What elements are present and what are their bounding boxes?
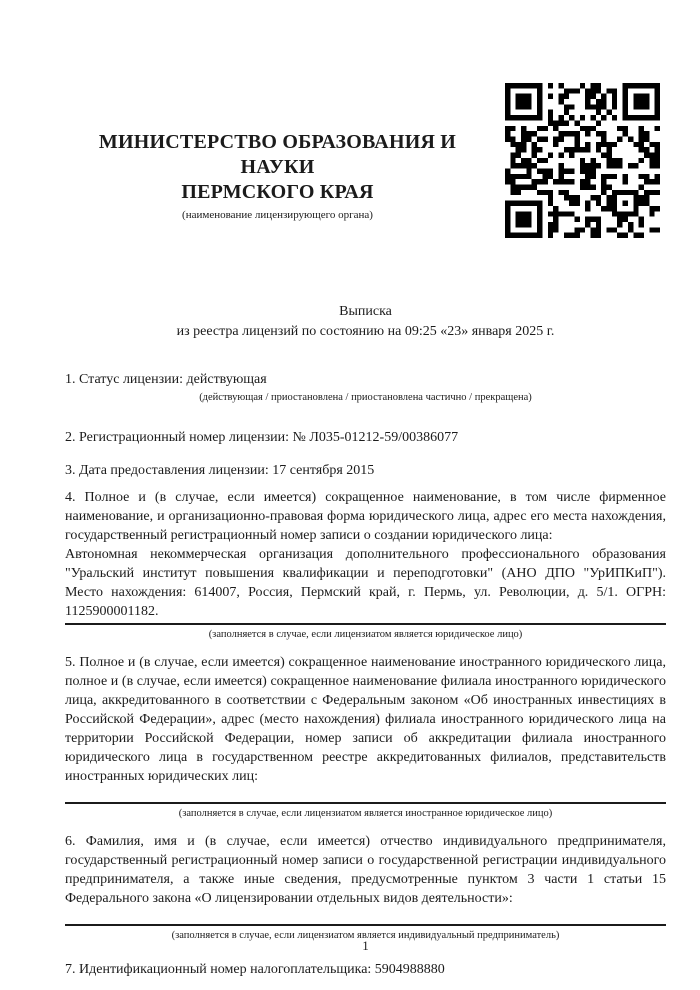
qr-code-icon <box>505 83 660 238</box>
license-grant-date: 3. Дата предоставления лицензии: 17 сентября 2015 <box>65 463 375 478</box>
ministry-name-line2: ПЕРМСКОГО КРАЯ <box>181 181 374 203</box>
license-status: 1. Статус лицензии: действующая <box>65 372 267 387</box>
entrepreneur-note: (заполняется в случае, если лицензиатом является индивидуальный предприниматель) <box>171 930 560 941</box>
document-header <box>65 83 666 240</box>
license-registration-number: 2. Регистрационный номер лицензии: № Л035-01212-59/00386077 <box>65 430 459 445</box>
fill-line-foreign-entity <box>65 802 666 804</box>
legal-entity-section <box>65 488 666 641</box>
foreign-entity-note: (заполняется в случае, если лицензиатом является иностранное юридическое лицо) <box>178 808 553 819</box>
licensing-authority-caption: (наименование лицензирующего органа) <box>182 209 373 221</box>
document-title <box>65 302 666 342</box>
legal-entity-note: (заполняется в случае, если лицензиатом является юридическое лицо) <box>208 629 523 640</box>
foreign-entity-empty-value <box>65 786 666 800</box>
entrepreneur-empty-value <box>65 908 666 922</box>
fill-line-legal-entity <box>65 623 666 625</box>
document-title-line1: Выписка <box>339 304 392 319</box>
entrepreneur-section <box>65 832 666 942</box>
taxpayer-id: 7. Идентификационный номер налогоплательщика: 5904988880 <box>65 962 445 977</box>
licensing-authority <box>65 130 490 222</box>
fill-line-entrepreneur <box>65 924 666 926</box>
page-number: 1 <box>362 938 369 953</box>
license-status-note: (действующая / приостановлена / приостановлена частично / прекращена) <box>199 392 532 403</box>
foreign-entity-section <box>65 653 666 820</box>
legal-entity-value: Автономная некоммерческая организация дополнительного профессионального образования "Уральский институт повышения квалификации и переподготовки" (АНО ДПО "УрИПКиП"). Место нахождения: 614007, Россия, Пермский край, г. Пермь, ул. Революции, д. 5/1. ОГРН: 1125900001182. <box>65 547 666 619</box>
ministry-name-line1: МИНИСТЕРСТВО ОБРАЗОВАНИЯ И НАУКИ <box>98 131 457 178</box>
legal-entity-label: 4. Полное и (в случае, если имеется) сокращенное наименование, в том числе фирменное наименование, и организационно-правовая форма юридического лица, адрес его места нахождения, государственный регистрационный номер записи о создании юридического лица: <box>65 490 666 543</box>
foreign-entity-label: 5. Полное и (в случае, если имеется) сокращенное наименование иностранного юридического лица, полное и (в случае, если имеется) сокращенное наименование филиала иностранного юридического лица, аккредитованного в соответствии с Федеральным законом «Об иностранных инвестициях в Российской Федерации», адрес (место нахождения) филиала иностранного юридического лица на территории Российской Федерации, номер записи об аккредитации филиала иностранного юридического лица в государственном реестре аккредитованных филиалов, представительств иностранных юридических лиц: <box>65 655 666 784</box>
entrepreneur-label: 6. Фамилия, имя и (в случае, если имеется) отчество индивидуального предпринимателя, государственный регистрационный номер записи о государственной регистрации индивидуального предпринимателя, а также иные сведения, предусмотренные пунктом 3 части 1 статьи 15 Федерального закона «О лицензировании отдельных видов деятельности»: <box>65 834 666 906</box>
document-title-line2: из реестра лицензий по состоянию на 09:25 «23» января 2025 г. <box>176 324 555 339</box>
